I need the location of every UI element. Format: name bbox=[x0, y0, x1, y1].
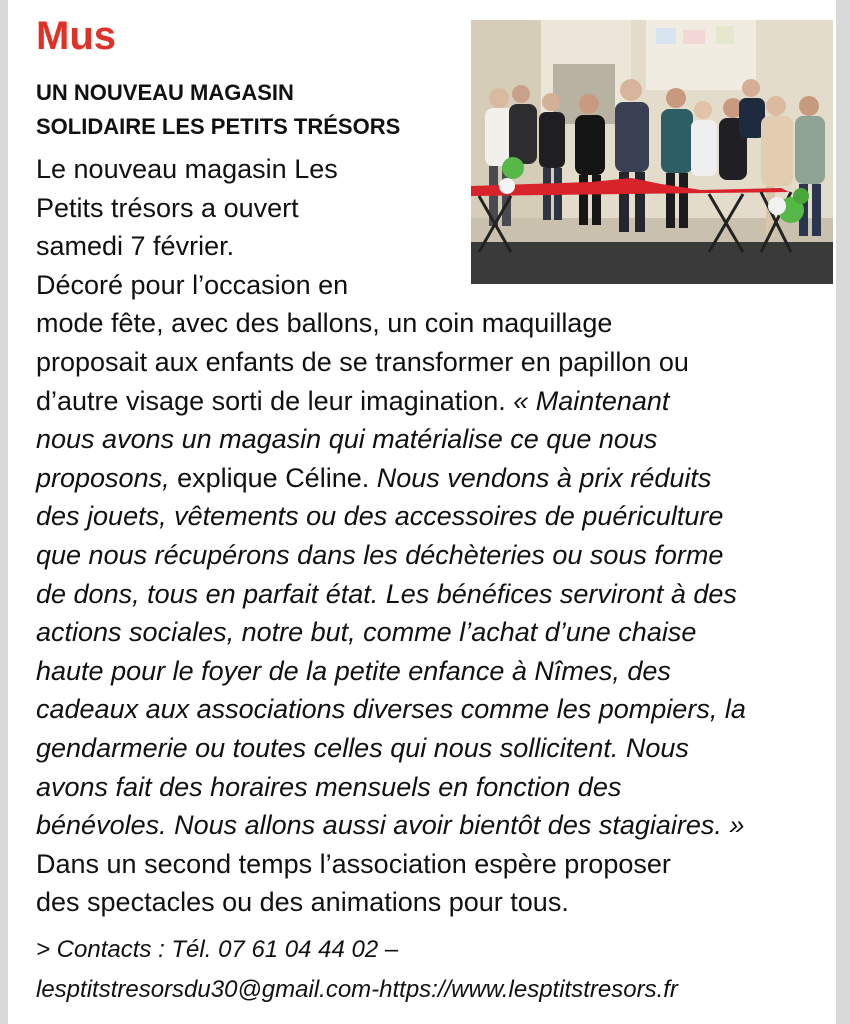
quote-text: nous avons un magasin qui matérialise ce que nous bbox=[36, 424, 658, 455]
contact-phone: > Contacts : Tél. 07 61 04 44 02 – bbox=[36, 936, 399, 963]
quote-text: gendarmerie ou toutes celles qui nous sollicitent. Nous bbox=[36, 732, 689, 763]
quote-text: Nous vendons à prix réduits bbox=[376, 462, 712, 493]
body-line bbox=[36, 613, 836, 652]
body-line: Petits trésors a ouvert bbox=[36, 192, 299, 223]
body-line bbox=[36, 420, 836, 459]
quote-text: de dons, tous en parfait état. Les bénéfices serviront à des bbox=[36, 578, 737, 609]
quote-text: cadeaux aux associations diverses comme les pompiers, la bbox=[36, 694, 746, 725]
article bbox=[8, 0, 836, 1024]
section-title: Mus bbox=[36, 14, 116, 58]
body-line bbox=[36, 806, 836, 845]
body-line: des spectacles ou des animations pour tous. bbox=[36, 887, 569, 918]
article-body bbox=[36, 150, 836, 922]
headline-line-1: UN NOUVEAU MAGASIN bbox=[36, 80, 294, 105]
quote-text: haute pour le foyer de la petite enfance à Nîmes, des bbox=[36, 655, 671, 686]
body-line bbox=[36, 459, 836, 498]
contact-email-website[interactable]: lesptitstresorsdu30@gmail.com-https://www.lesptitstresors.fr bbox=[36, 976, 678, 1003]
body-text-roman: d’autre visage sorti de leur imagination. bbox=[36, 385, 506, 416]
body-line: proposait aux enfants de se transformer en papillon ou bbox=[36, 346, 689, 377]
body-line bbox=[36, 690, 836, 729]
body-line: samedi 7 février. bbox=[36, 231, 235, 262]
body-line bbox=[36, 382, 836, 421]
quote-text: des jouets, vêtements ou des accessoires de puériculture bbox=[36, 501, 724, 532]
headline-line-2: SOLIDAIRE LES PETITS TRÉSORS bbox=[36, 114, 401, 139]
body-line: mode fête, avec des ballons, un coin maquillage bbox=[36, 308, 613, 339]
quote-text: proposons, bbox=[36, 462, 170, 493]
body-line: Le nouveau magasin Les bbox=[36, 154, 338, 184]
body-line bbox=[36, 652, 836, 691]
body-line: Dans un second temps l’association espère proposer bbox=[36, 848, 671, 879]
quote-text: avons fait des horaires mensuels en fonction des bbox=[36, 771, 622, 802]
quote-text: actions sociales, notre but, comme l’achat d’une chaise bbox=[36, 617, 697, 648]
body-line bbox=[36, 729, 836, 768]
body-line bbox=[36, 536, 836, 575]
body-line bbox=[36, 497, 836, 536]
contacts bbox=[36, 930, 836, 1010]
body-line bbox=[36, 575, 836, 614]
quote-start: « Maintenant bbox=[513, 385, 670, 416]
headline bbox=[36, 76, 466, 144]
quote-text: que nous récupérons dans les déchèteries ou sous forme bbox=[36, 539, 724, 570]
body-line bbox=[36, 768, 836, 807]
quote-text: bénévoles. Nous allons aussi avoir bientôt des stagiaires. » bbox=[36, 810, 745, 841]
attribution: explique Céline. bbox=[177, 462, 370, 493]
body-line: Décoré pour l’occasion en bbox=[36, 269, 349, 300]
